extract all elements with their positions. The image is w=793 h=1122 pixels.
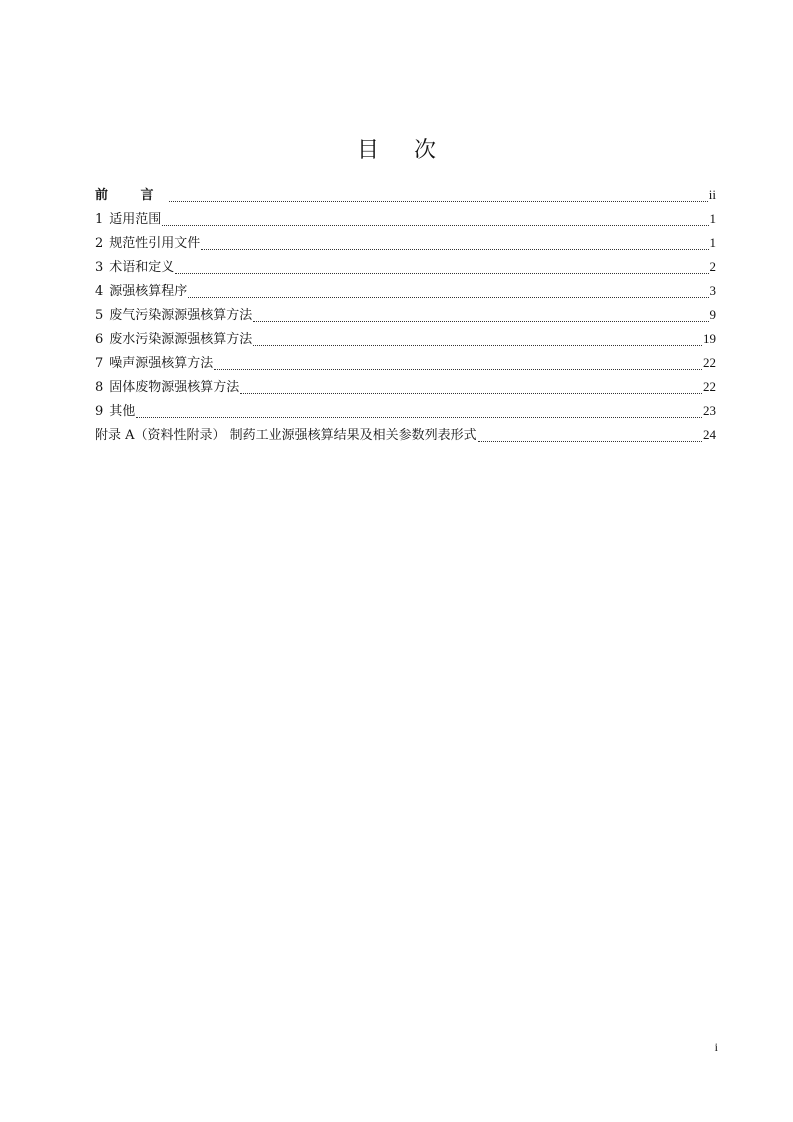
toc-entry-8[interactable] [95,375,716,399]
toc-entry-label [95,400,135,424]
toc-entry-number: 8 [95,380,104,395]
toc-entry-number: 3 [95,260,104,275]
toc-entry-page: 9 [709,307,716,322]
toc-entry-number: 2 [95,236,104,251]
toc-entry-number: 1 [95,212,104,227]
toc-entry-label [95,280,187,304]
toc-leader-dots [175,273,708,274]
toc-entry-9[interactable] [95,399,716,423]
toc-entry-number: 4 [95,284,104,299]
toc-entry-page: 3 [709,283,716,298]
toc-entry-number: 6 [95,332,104,347]
toc-entry-label [95,352,213,376]
toc-entry-number: 9 [95,404,104,419]
toc-entry-preface[interactable] [95,183,716,207]
toc-entry-label: 前 言 [95,188,168,203]
toc-entry-page: 19 [703,331,716,346]
toc-entry-2[interactable] [95,231,716,255]
toc-entry-text: 其他 [109,404,136,419]
toc-leader-dots [253,321,708,322]
toc-entry-1[interactable] [95,207,716,231]
toc-leader-dots [478,441,702,442]
toc-entry-text: 规范性引用文件 [109,236,201,251]
toc-leader-dots [253,345,702,346]
page-number: i [714,1040,718,1054]
table-of-contents [95,183,716,447]
toc-entry-appendix-a[interactable] [95,423,716,447]
toc-entry-page: 23 [703,403,716,418]
toc-entry-7[interactable] [95,351,716,375]
toc-entry-text: 固体废物源强核算方法 [109,380,240,395]
toc-entry-text: 源强核算程序 [109,284,188,299]
toc-entry-3[interactable] [95,255,716,279]
toc-entry-page: 2 [709,259,716,274]
toc-entry-number: 7 [95,356,104,371]
toc-entry-text: 术语和定义 [109,260,175,275]
toc-leader-dots [136,417,702,418]
toc-entry-text: 噪声源强核算方法 [109,356,214,371]
toc-entry-label [95,232,200,256]
toc-entry-page: 22 [703,355,716,370]
toc-entry-label: 附录 A（资料性附录） 制药工业源强核算结果及相关参数列表形式 [95,428,477,443]
toc-entry-page: 1 [709,211,716,226]
toc-leader-dots [162,225,708,226]
toc-entry-text: 适用范围 [109,212,162,227]
toc-entry-page: 24 [703,427,716,442]
toc-leader-dots [169,201,708,202]
toc-entry-4[interactable] [95,279,716,303]
toc-entry-text: 废气污染源源强核算方法 [109,308,253,323]
toc-entry-6[interactable] [95,327,716,351]
toc-entry-5[interactable] [95,303,716,327]
toc-entry-page: 22 [703,379,716,394]
toc-entry-text: 废水污染源源强核算方法 [109,332,253,347]
toc-leader-dots [240,393,702,394]
toc-leader-dots [214,369,702,370]
toc-entry-number: 5 [95,308,104,323]
toc-leader-dots [201,249,708,250]
toc-leader-dots [188,297,708,298]
toc-entry-label [95,328,252,352]
page-title: 目 次 [357,138,450,163]
toc-entry-page: ii [708,187,716,202]
toc-entry-label [95,376,239,400]
toc-entry-label [95,256,174,280]
toc-entry-page: 1 [709,235,716,250]
toc-entry-label [95,208,161,232]
toc-entry-label [95,304,252,328]
